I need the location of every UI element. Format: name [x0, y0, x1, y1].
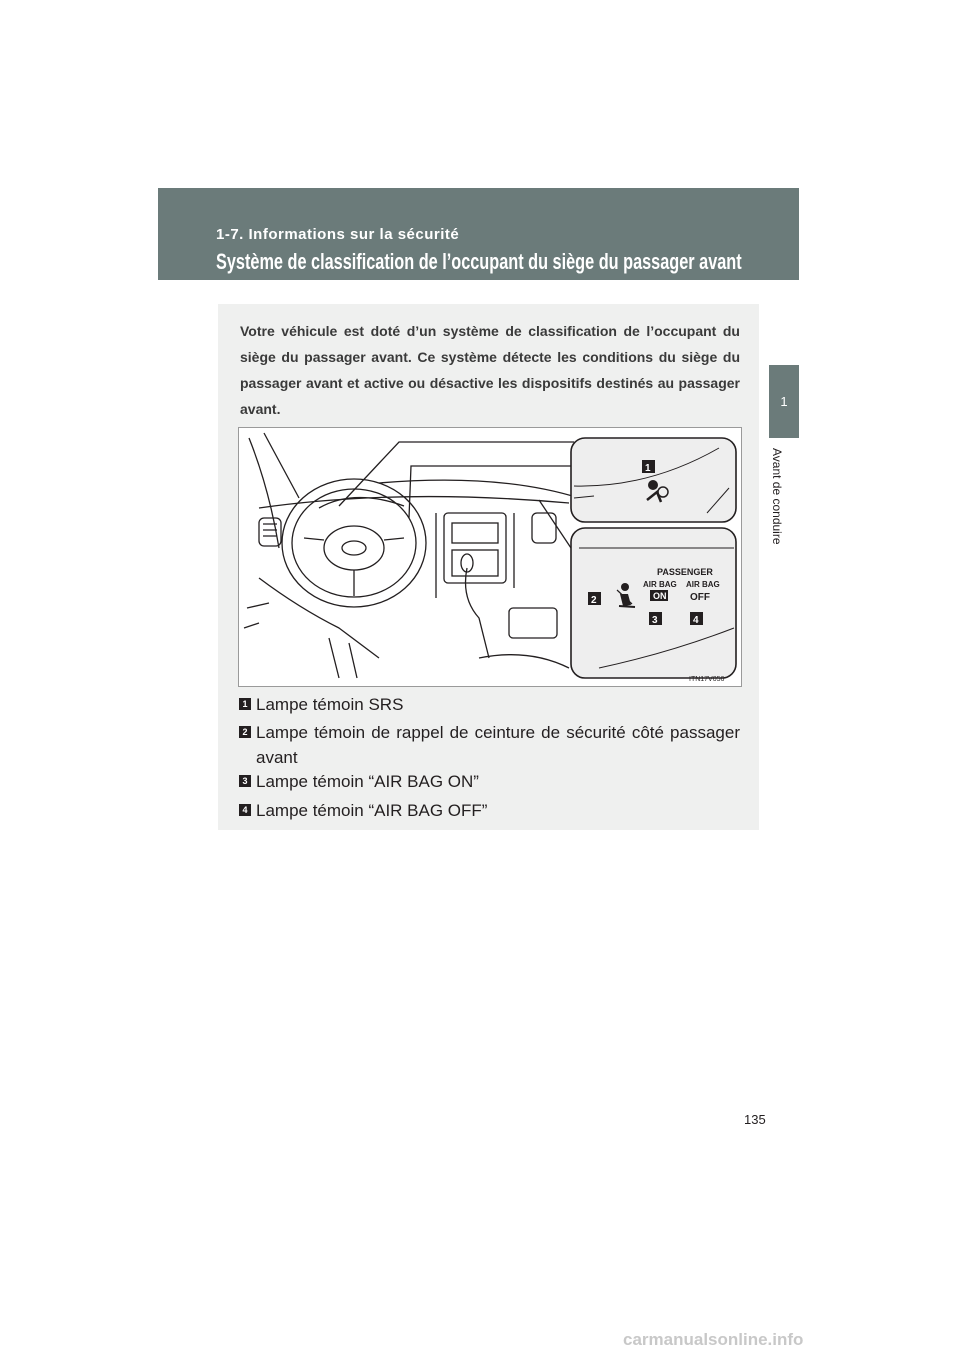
- off-indicator-text: OFF: [690, 592, 710, 603]
- chapter-label: Avant de conduire: [770, 448, 784, 545]
- dashboard-illustration: [238, 427, 742, 687]
- legend-num-3: 3: [239, 775, 251, 787]
- watermark[interactable]: carmanualsonline.info: [623, 1330, 804, 1349]
- passenger-label: PASSENGER: [657, 567, 713, 577]
- section-label: 1-7. Informations sur la sécurité: [216, 226, 460, 243]
- legend-text-3: Lampe témoin “AIR BAG ON”: [256, 772, 479, 791]
- callout-2-text: 2: [591, 595, 597, 606]
- legend-num-4: 4: [239, 804, 251, 816]
- legend-text-4: Lampe témoin “AIR BAG OFF”: [256, 801, 488, 820]
- page-number: 135: [744, 1112, 766, 1127]
- figure-code: ITN17V056: [689, 676, 725, 683]
- legend-item-2: [239, 720, 740, 770]
- intro-paragraph: Votre véhicule est doté d’un système de classification de l’occupant du siège du passager avant. Ce système détecte les conditions du siège du passager avant et active ou désactive les dispositifs destinés au passager avant.: [240, 323, 740, 417]
- legend-item-4: [239, 798, 740, 823]
- chapter-tab[interactable]: 1: [769, 365, 799, 438]
- callout-1-text: 1: [645, 463, 651, 474]
- legend-text-1: Lampe témoin SRS: [256, 695, 404, 714]
- airbag-off-label: AIR BAG: [686, 580, 720, 589]
- airbag-on-label: AIR BAG: [643, 580, 677, 589]
- page-title: Système de classification de l’occupant du siège du passager avant: [216, 249, 742, 274]
- callout-4-text: 4: [693, 615, 699, 626]
- legend-num-2: 2: [239, 726, 251, 738]
- legend-item-1: [239, 692, 740, 717]
- on-indicator-text: ON: [653, 591, 667, 601]
- dashboard-drawing: [239, 428, 741, 686]
- legend-item-3: [239, 769, 740, 794]
- legend-text-2: Lampe témoin de rappel de ceinture de sécurité côté passager avant: [256, 723, 740, 767]
- callout-3-text: 3: [652, 615, 658, 626]
- legend-num-1: 1: [239, 698, 251, 710]
